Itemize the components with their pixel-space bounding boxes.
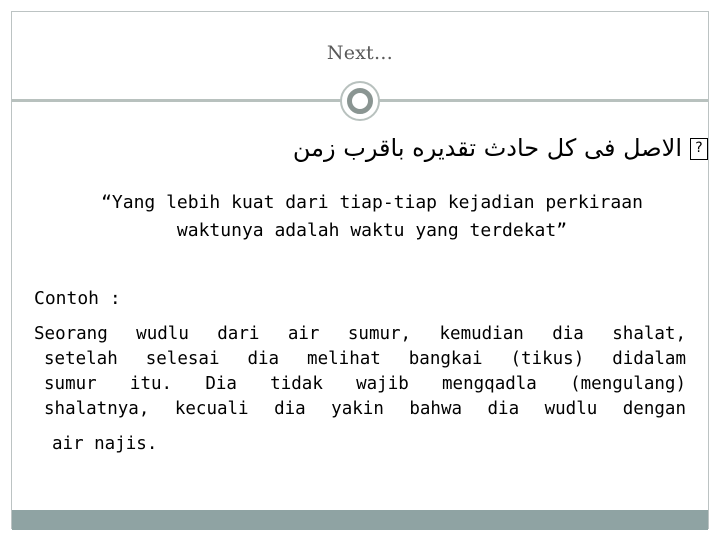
footer-bar [12,510,708,530]
example-paragraph [34,322,686,457]
arabic-bullet-line [172,134,708,174]
quote-line-2: waktunya adalah waktu yang terdekat” [176,220,568,241]
paragraph-line-2: setelah selesai dia melihat bangkai (tikus) didalam [44,349,686,369]
paragraph-line-5: air najis. [52,434,158,454]
arabic-text: الاصل فى كل حادث تقديره باقرب زمن [292,134,682,162]
unknown-glyph-icon: ? [690,138,708,160]
paragraph-line-3: sumur itu. Dia tidak wajib mengqadla (mengulang) [44,374,686,394]
example-label: Contoh : [34,288,121,309]
translation-quote [52,189,692,245]
quote-line-1: “Yang lebih kuat dari tiap-tiap kejadian perkiraan [101,192,643,213]
ring-icon [347,88,373,114]
divider-ornament [340,81,380,121]
slide-title: Next… [326,42,394,64]
paragraph-line-4: shalatnya, kecuali dia yakin bahwa dia wudlu dengan [44,399,686,419]
paragraph-line-1: Seorang wudlu dari air sumur, kemudian dia shalat, [34,324,686,344]
slide-frame [11,11,709,529]
